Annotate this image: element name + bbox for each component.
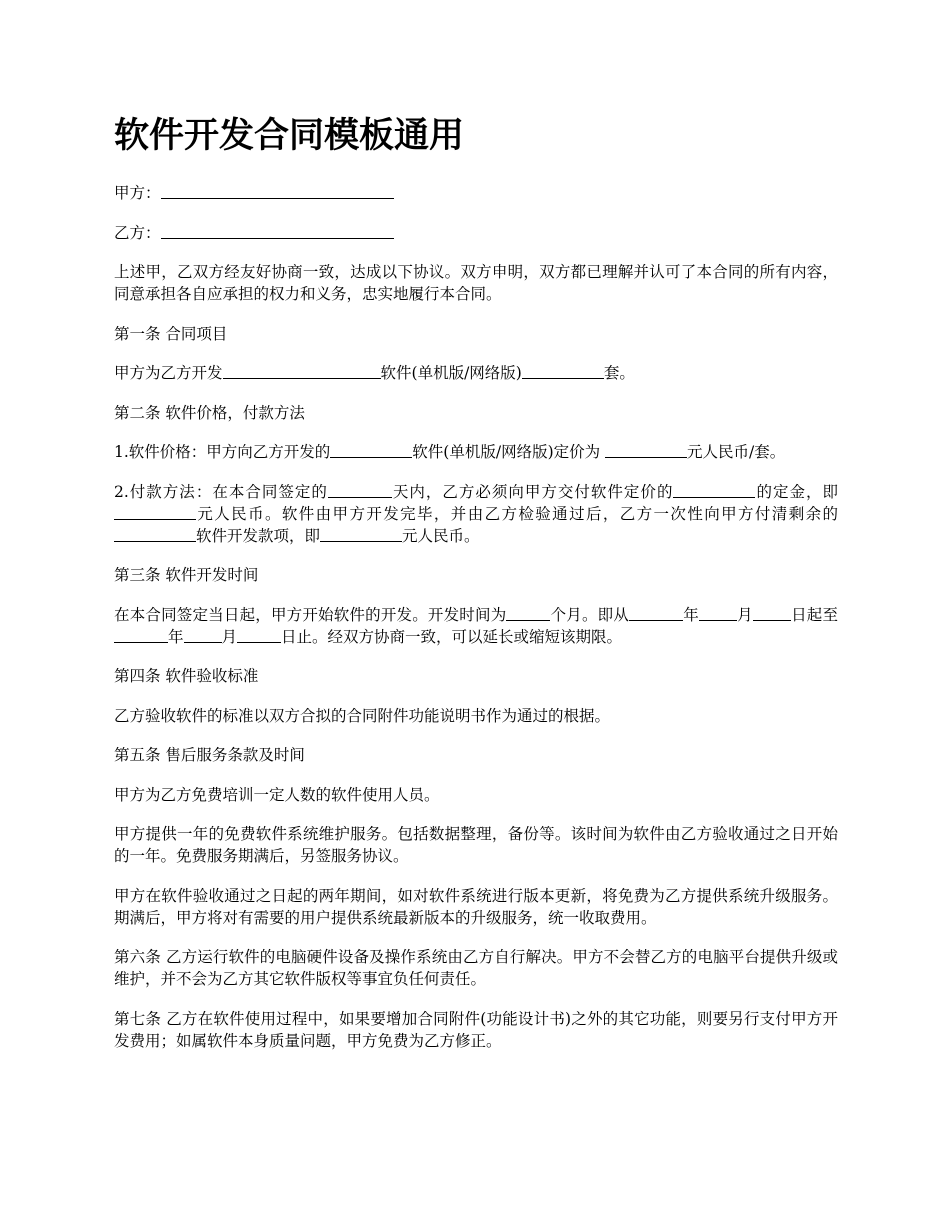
remaining-ratio-blank xyxy=(114,525,196,542)
article-5-maintenance: 甲方提供一年的免费软件系统维护服务。包括数据整理，备份等。该时间为软件由乙方验收通过之日开始的一年。免费服务期满后，另签服务协议。 xyxy=(114,825,838,865)
end-year-blank xyxy=(114,626,168,643)
text-segment: 年 xyxy=(683,605,699,624)
text-segment: 2.付款方法：在本合同签定的 xyxy=(114,482,328,501)
article-3-text xyxy=(114,604,838,648)
text-segment: 软件开发款项，即 xyxy=(196,526,321,545)
article-5-training: 甲方为乙方免费培训一定人数的软件使用人员。 xyxy=(114,785,440,804)
text-segment: 元人民币。 xyxy=(402,526,480,545)
intro-paragraph: 上述甲，乙双方经友好协商一致，达成以下协议。双方申明，双方都已理解并认可了本合同的所有内容，同意承担各自应承担的权力和义务，忠实地履行本合同。 xyxy=(114,263,838,303)
article-2-payment xyxy=(114,481,838,547)
text-segment: 软件(单机版/网络版) xyxy=(380,364,522,382)
remaining-amount-blank xyxy=(320,525,402,542)
party-a-blank xyxy=(161,182,394,199)
quantity-blank xyxy=(522,362,604,379)
deposit-ratio-blank xyxy=(673,481,755,498)
text-segment: 在本合同签定当日起，甲方开始软件的开发。开发时间为 xyxy=(114,605,507,624)
text-segment: 天内，乙方必须向甲方交付软件定价的 xyxy=(391,482,674,501)
party-a-line xyxy=(114,182,838,204)
text-segment: 的定金，即 xyxy=(755,482,838,501)
text-segment: 甲方为乙方开发 xyxy=(114,364,223,382)
party-b-blank xyxy=(161,222,394,239)
document-title: 软件开发合同模板通用 xyxy=(114,116,465,156)
software-name-blank xyxy=(330,441,412,458)
party-b-label: 乙方： xyxy=(114,223,161,242)
article-5-upgrade: 甲方在软件验收通过之日起的两年期间，如对软件系统进行版本更新，将免费为乙方提供系统升级服务。期满后，甲方将对有需要的用户提供系统最新版本的升级服务，统一收取费用。 xyxy=(114,886,838,927)
text-segment: 个月。即从 xyxy=(550,605,630,624)
document-page xyxy=(114,110,838,1069)
article-4-heading: 第四条 软件验收标准 xyxy=(114,667,259,685)
text-segment: 月 xyxy=(736,605,753,624)
article-1-text xyxy=(114,362,838,384)
price-blank xyxy=(605,441,687,458)
start-day-blank xyxy=(753,604,791,621)
start-year-blank xyxy=(629,604,683,621)
article-6-text: 第六条 乙方运行软件的电脑硬件设备及操作系统由乙方自行解决。甲方不会替乙方的电脑平台提供升级或维护，并不会为乙方其它软件版权等事宜负任何责任。 xyxy=(114,948,838,988)
article-4-text: 乙方验收软件的标准以双方合拟的合同附件功能说明书作为通过的根据。 xyxy=(114,706,611,725)
end-month-blank xyxy=(184,626,222,643)
months-blank xyxy=(506,604,550,621)
article-5-heading: 第五条 售后服务条款及时间 xyxy=(114,746,305,764)
text-segment: 元人民币/套。 xyxy=(687,443,786,461)
text-segment: 软件(单机版/网络版)定价为 xyxy=(412,443,606,461)
software-name-blank xyxy=(223,362,381,379)
text-segment: 套。 xyxy=(603,364,635,382)
text-segment: 日止。经双方协商一致，可以延长或缩短该期限。 xyxy=(281,627,623,646)
text-segment: 年 xyxy=(168,627,184,646)
start-month-blank xyxy=(699,604,737,621)
party-a-label: 甲方： xyxy=(114,184,161,202)
end-day-blank xyxy=(237,626,281,643)
days-blank xyxy=(328,481,392,498)
article-2-price xyxy=(114,441,838,463)
text-segment: 月 xyxy=(221,627,238,646)
article-1-heading: 第一条 合同项目 xyxy=(114,324,228,343)
party-b-line xyxy=(114,222,838,244)
article-7-text: 第七条 乙方在软件使用过程中，如果要增加合同附件(功能设计书)之外的其它功能，则要另行支付甲方开发费用；如属软件本身质量问题，甲方免费为乙方修正。 xyxy=(114,1009,838,1050)
article-3-heading: 第三条 软件开发时间 xyxy=(114,566,259,584)
article-2-heading: 第二条 软件价格，付款方法 xyxy=(114,403,305,422)
deposit-amount-blank xyxy=(114,503,196,520)
text-segment: 元人民币。软件由甲方开发完毕，并由乙方检验通过后，乙方一次性向甲方付清剩余的 xyxy=(196,504,838,523)
text-segment: 日起至 xyxy=(790,605,838,624)
text-segment: 1.软件价格：甲方向乙方开发的 xyxy=(114,443,331,461)
